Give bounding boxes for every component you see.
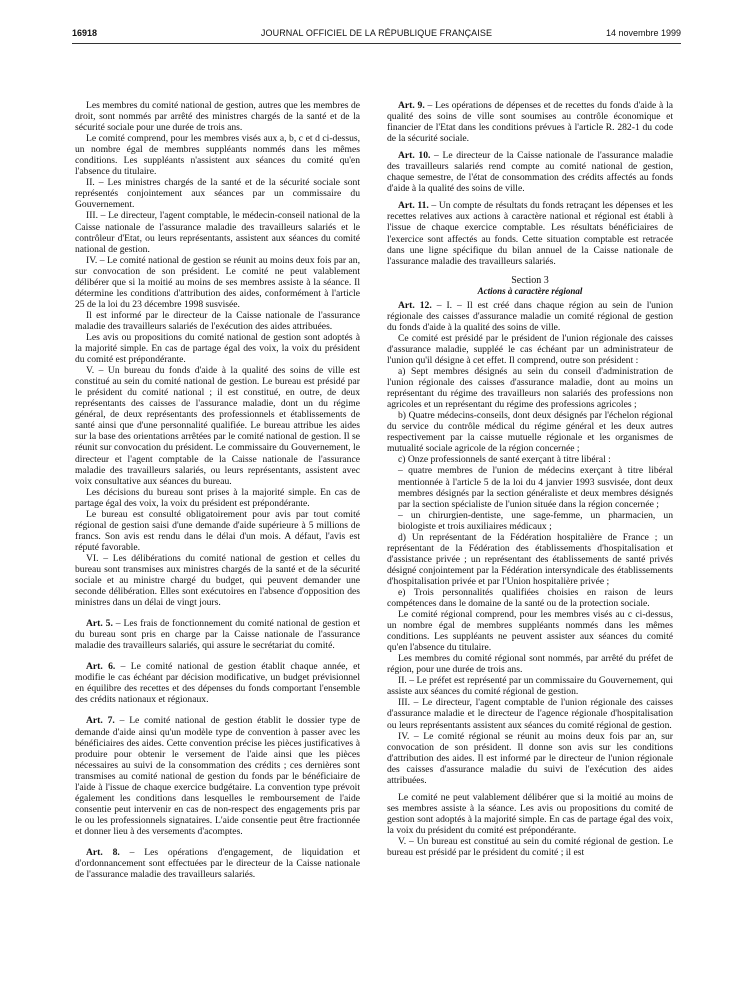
paragraph: a) Sept membres désignés au sein du conseil d'administration de l'union régionale des caisses d'assurance maladie, dont au moins un représentant du régime des travailleurs non salariés des professions non agricoles et un représentant du régime des professions agricoles ;	[387, 366, 673, 411]
paragraph: b) Quatre médecins-conseils, dont deux désignés par l'échelon régional du service du contrôle médical du régime général et les deux autres respectivement par la caisse mutuelle régionale et les organismes de mutualité sociale agricole de la région concernée ;	[387, 410, 673, 455]
article-label: Art. 10.	[398, 150, 431, 162]
paragraph: Ce comité est présidé par le président de l'union régionale des caisses d'assurance maladie, suppléé le cas échéant par un administrateur de l'union qu'il désigne à cet effet. Il comprend, outre son président :	[387, 332, 673, 366]
paragraph: IV. – Le comité régional se réunit au moins deux fois par an, sur convocation de son président. Il donne son avis sur les conditions d'attribution des aides. Il est informé par le directeur de l'union régionale des caisses d'assurance maladie du suivi de l'exécution des aides attribuées.	[387, 730, 673, 786]
paragraph: Les membres du comité régional sont nommés, par arrêté du préfet de région, pour une durée de trois ans.	[387, 653, 673, 676]
paragraph: IV. – Le comité national de gestion se réunit au moins deux fois par an, sur convocation de son président. Le comité ne peut valablement délibérer que si la moitié au moins de ses membres assiste à la séance. Il détermine les conditions d'attribution des aides, conformément à l'article 25 de la loi du 23 décembre 1998 susvisée.	[75, 254, 360, 310]
paragraph: II. – Les ministres chargés de la santé et de la sécurité sociale sont représentés conjointement aux séances par un commissaire du Gouvernement.	[75, 177, 360, 211]
article-6: Art. 6. – Le comité national de gestion établit chaque année, et modifie le cas échéant par décision modificative, un budget prévisionnel en équilibre des recettes et des dépenses du fonds comportant l'ensemble des crédits nationaux et régionaux.	[75, 661, 360, 706]
paragraph: d) Un représentant de la Fédération hospitalière de France ; un représentant de la Fédération des établissements d'hospitalisation et d'assistance privée ; un représentant des établissements de santé privés désigné conjointement par la Fédération intersyndicale des établissements d'hospitalisation privée et par l'Union hospitalière privée ;	[387, 531, 673, 587]
paragraph: e) Trois personnalités qualifiées choisies en raison de leurs compétences dans le domaine de la santé ou de la protection sociale.	[387, 586, 673, 610]
paragraph: Les décisions du bureau sont prises à la majorité simple. En cas de partage égal des voix, la voix du président est prépondérante.	[75, 486, 360, 509]
article-label: Art. 6.	[86, 661, 116, 673]
list-item: – un chirurgien-dentiste, une sage-femme, un pharmacien, un biologiste et trois auxiliaires médicaux ;	[398, 509, 673, 532]
paragraph: III. – Le directeur, l'agent comptable, le médecin-conseil national de la Caisse nationale de l'assurance maladie des travailleurs salariés et le contrôleur d'Etat, ou leurs représentants, assistent aux séances du comité national de gestion.	[75, 210, 360, 255]
paragraph: V. – Un bureau est constitué au sein du comité régional de gestion. Le bureau est présidé par le président du comité ; il est	[387, 836, 673, 859]
article-label: Art. 9.	[398, 100, 425, 111]
paragraph: VI. – Les délibérations du comité national de gestion et celles du bureau sont transmises aux ministres chargés de la santé et de la sécurité sociale et au ministre chargé du budget, qui peuvent demander une seconde délibération. Elles sont exécutoires en l'absence d'opposition des ministres dans un délai de vingt jours.	[75, 552, 360, 609]
page-number: 16918	[72, 28, 98, 38]
left-column	[75, 100, 360, 880]
paragraph: Le comité régional comprend, pour les membres visés au c ci-dessus, un nombre égal de membres suppléants nommés dans les mêmes conditions. Les suppléants ne peuvent assister aux séances du comité qu'en l'absence du titulaire.	[387, 609, 673, 654]
header-rule	[72, 43, 681, 44]
section-title: Section 3	[511, 274, 549, 286]
paragraph: Les membres du comité national de gestion, autres que les membres de droit, sont nommés par arrêté des ministres chargés de la santé et de la sécurité sociale pour une durée de trois ans.	[75, 100, 360, 134]
article-11: Art. 11. – Un compte de résultats du fonds retraçant les dépenses et les recettes relatives aux actions à caractère national et régional est établi à l'issue de chaque exercice comptable. Les résultats bénéficiaires de l'exercice sont affectés au fonds. Cette situation comptable est retracée dans une ligne spécifique du bilan annuel de la Caisse nationale de l'assurance maladie des travailleurs salariés.	[387, 200, 674, 267]
article-label: Art. 11.	[398, 200, 429, 212]
issue-date: 14 novembre 1999	[605, 28, 681, 38]
list-item: – quatre membres de l'union de médecins exerçant à titre libéral mentionnée à l'article 5 de la loi du 4 janvier 1993 susvisée, dont deux membres désignés par la section généraliste et deux membres désignés par la section spécialiste de l'union située dans la région concernée ;	[398, 465, 673, 510]
article-12: Art. 12. – I. – Il est créé dans chaque région au sein de l'union régionale des caisses d'assurance maladie un comité régional de gestion du fonds d'aide à la qualité des soins de ville.	[387, 299, 673, 333]
paragraph: III. – Le directeur, l'agent comptable de l'union régionale des caisses d'assurance maladie et le directeur de l'agence régionale d'hospitalisation ou leurs représentants assistent aux séances du comité régional de gestion.	[387, 697, 673, 731]
paragraph: Les avis ou propositions du comité national de gestion sont adoptés à la majorité simple. En cas de partage égal des voix, la voix du président du comité est prépondérante.	[75, 331, 360, 366]
article-7: Art. 7. – Le comité national de gestion établit le dossier type de demande d'aide ainsi qu'un modèle type de convention à passer avec les bénéficiaires des aides. Cette convention précise les pièces justificatives à produire pour obtenir le versement de l'aide ainsi que les pièces nécessaires au suivi de la consommation des crédits ; ces dernières sont transmises au comité national de gestion du fonds par le bénéficiaire de l'aide à l'issue de chaque exercice budgétaire. La convention type prévoit également les conditions dans lesquelles le remboursement de l'aide consentie peut intervenir en cas de non-respect des engagements pris par le ou les professionnels signataires. L'aide consentie peut être fractionnée et donner lieu à des versements d'acomptes.	[75, 715, 360, 837]
page-header	[72, 28, 681, 42]
article-10: Art. 10. – Le directeur de la Caisse nationale de l'assurance maladie des travailleurs salariés rend compte au comité national de gestion, chaque semestre, de l'état de consommation des crédits affectés au fonds d'aide à la qualité des soins de ville.	[387, 150, 673, 195]
paragraph: Il est informé par le directeur de la Caisse nationale de l'assurance maladie des travailleurs salariés de l'exécution des aides attribuées.	[75, 309, 360, 332]
article-label: Art. 7.	[86, 715, 115, 727]
article-8: Art. 8. – Les opérations d'engagement, de liquidation et d'ordonnancement sont effectuées par le directeur de la Caisse nationale de l'assurance maladie des travailleurs salariés.	[75, 847, 361, 881]
article-9: Art. 9. – Les opérations de dépenses et de recettes du fonds d'aide à la qualité des soins de ville sont soumises au contrôle économique et financier de l'Etat dans les conditions prévues à l'article R. 282-1 du code de la sécurité sociale.	[387, 100, 673, 145]
article-label: Art. 5.	[86, 618, 113, 630]
paragraph: c) Onze professionnels de santé exerçant à titre libéral :	[398, 454, 611, 466]
section-subtitle: Actions à caractère régional	[477, 285, 583, 296]
paragraph: II. – Le préfet est représenté par un commissaire du Gouvernement, qui assiste aux séances du comité régional de gestion.	[387, 675, 673, 698]
article-label: Art. 8.	[86, 847, 120, 858]
paragraph: Le bureau est consulté obligatoirement pour avis par tout comité régional de gestion saisi d'une demande d'aide supérieure à 5 millions de francs. Son avis est rendu dans le délai d'un mois. A défaut, l'avis est réputé favorable.	[75, 508, 360, 553]
journal-title: JOURNAL OFFICIEL DE LA RÉPUBLIQUE FRANÇAISE	[260, 28, 493, 38]
right-column	[387, 100, 673, 858]
article-label: Art. 12.	[398, 299, 432, 311]
paragraph: Le comité comprend, pour les membres visés aux a, b, c et d ci-dessus, un nombre égal de membres suppléants nommés dans les mêmes conditions. Les suppléants n'assistent aux séances du comité qu'en l'absence du titulaire.	[75, 133, 360, 178]
paragraph: V. – Un bureau du fonds d'aide à la qualité des soins de ville est constitué au sein du comité national de gestion. Le bureau est présidé par le président du comité national ; il est constitué, en outre, de deux représentants des caisses de l'assurance maladie, dont un du régime général, de deux représentants des professionnels et établissements de santé ainsi que d'une personnalité qualifiée. Le bureau attribue les aides sur la base des orientations arrêtées par le comité national de gestion. Il se réunit sur convocation du président. Le commissaire du Gouvernement, le directeur et l'agent comptable de la Caisse nationale de l'assurance maladie des travailleurs salariés, ou leurs représentants, assistent avec voix consultative aux séances du bureau.	[75, 365, 360, 487]
article-5: Art. 5. – Les frais de fonctionnement du comité national de gestion et du bureau sont pris en charge par la Caisse nationale de l'assurance maladie des travailleurs salariés, qui assure le secrétariat du comité.	[75, 618, 360, 652]
paragraph: Le comité ne peut valablement délibérer que si la moitié au moins de ses membres assiste à la séance. Les avis ou propositions du comité de gestion sont adoptés à la majorité simple. En cas de partage égal des voix, la voix du président du comité est prépondérante.	[387, 791, 673, 836]
